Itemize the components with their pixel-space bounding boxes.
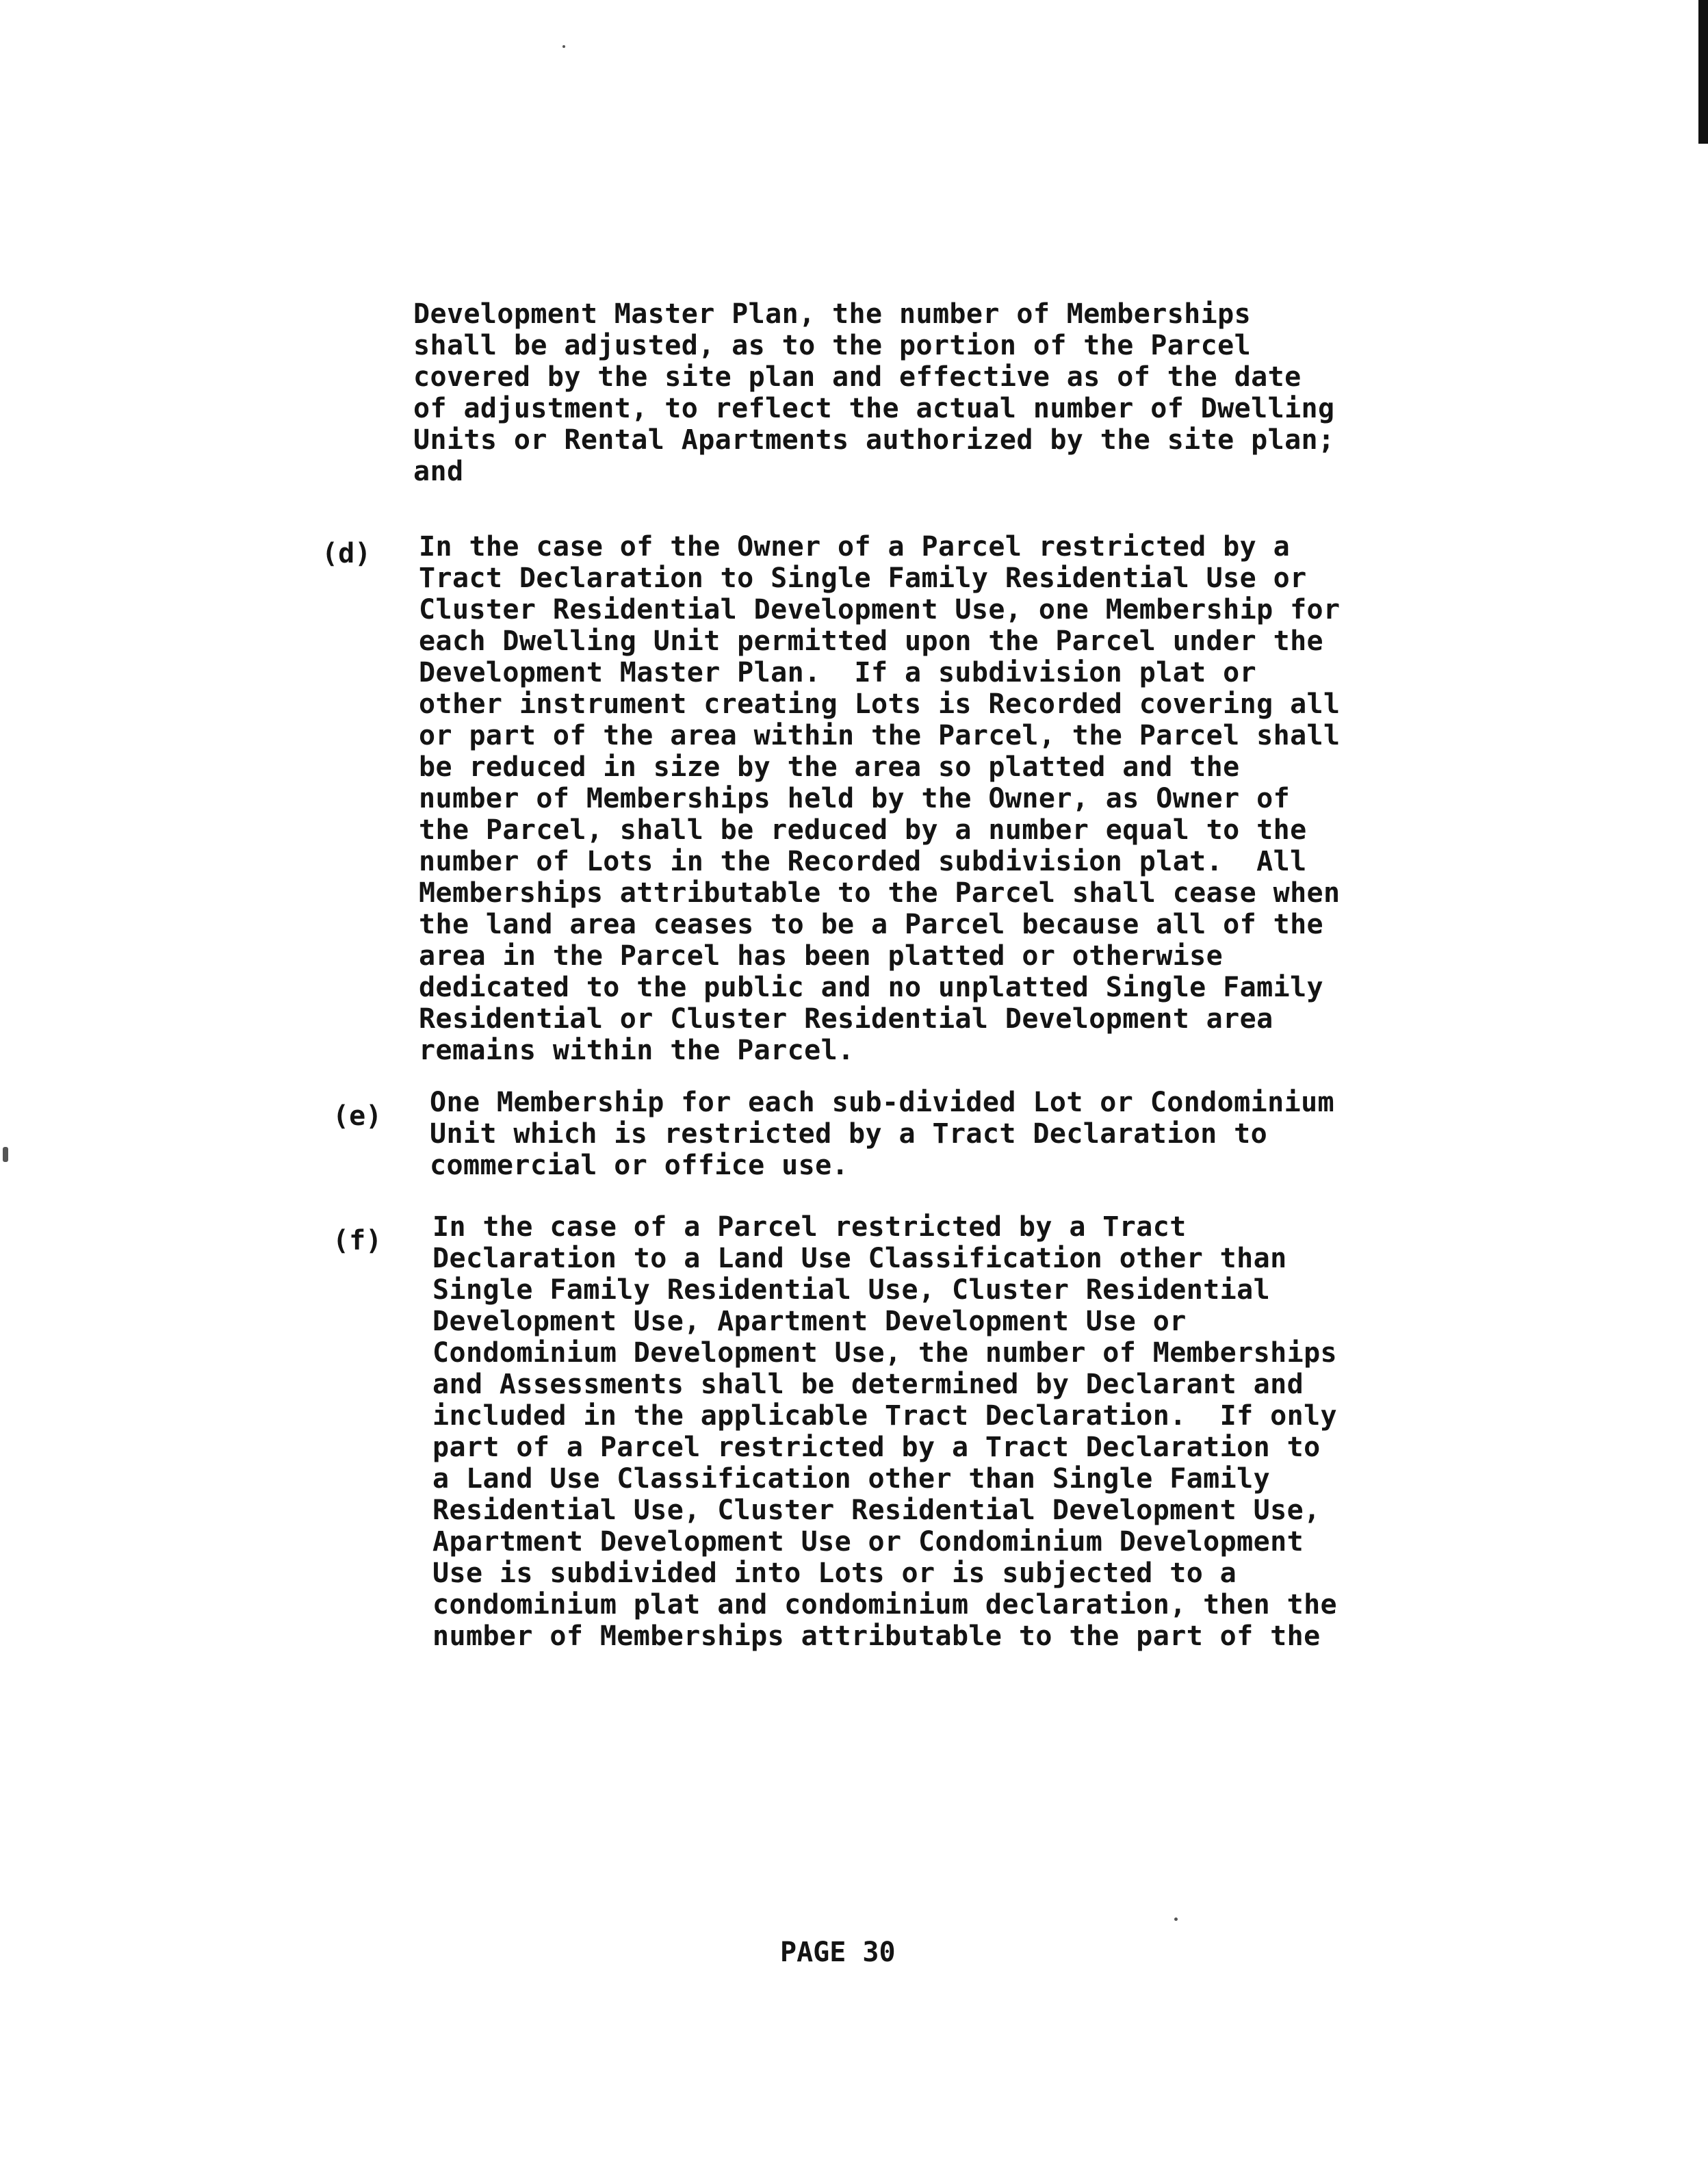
text-line: and Assessments shall be determined by Declarant and <box>432 1369 1304 1400</box>
text-line: Residential Use, Cluster Residential Development Use, <box>432 1495 1321 1526</box>
scan-edge-mark <box>1698 0 1708 144</box>
text-line: Memberships attributable to the Parcel shall cease when <box>419 877 1341 909</box>
text-line: Units or Rental Apartments authorized by the site plan; <box>413 424 1335 456</box>
text-line: dedicated to the public and no unplatted Single Family <box>419 972 1324 1003</box>
text-line: Declaration to a Land Use Classification other than <box>432 1243 1287 1274</box>
text-line: In the case of the Owner of a Parcel restricted by a <box>419 531 1291 563</box>
scan-speck <box>562 45 565 48</box>
text-line: One Membership for each sub-divided Lot or Condominium <box>430 1087 1335 1118</box>
text-line: Cluster Residential Development Use, one Membership for <box>419 594 1341 625</box>
text-line: Condominium Development Use, the number of Memberships <box>432 1337 1338 1369</box>
text-line: each Dwelling Unit permitted upon the Parcel under the <box>419 625 1324 657</box>
text-line: a Land Use Classification other than Single Family <box>432 1463 1271 1495</box>
paragraph-label: (d) <box>322 538 372 569</box>
text-line: Use is subdivided into Lots or is subjected to a <box>432 1558 1237 1589</box>
text-line: the land area ceases to be a Parcel because all of the <box>419 909 1324 940</box>
text-line: number of Lots in the Recorded subdivision plat. All <box>419 846 1307 877</box>
text-line: other instrument creating Lots is Recorded covering all <box>419 688 1341 720</box>
text-line: condominium plat and condominium declaration, then the <box>432 1589 1338 1620</box>
continuation-paragraph <box>413 298 1522 487</box>
text-line: commercial or office use. <box>430 1150 849 1181</box>
text-line: Development Master Plan, the number of Memberships <box>413 298 1252 330</box>
text-line: and <box>413 456 464 487</box>
paragraph-body <box>419 531 1341 1066</box>
text-line: part of a Parcel restricted by a Tract Declaration to <box>432 1432 1321 1463</box>
text-line: Development Master Plan. If a subdivision plat or <box>419 657 1257 688</box>
text-line: shall be adjusted, as to the portion of the Parcel <box>413 330 1252 361</box>
text-line: or part of the area within the Parcel, the Parcel shall <box>419 720 1341 751</box>
paragraph-label: (e) <box>333 1100 383 1132</box>
text-line: number of Memberships held by the Owner, as Owner of <box>419 783 1291 814</box>
text-line: of adjustment, to reflect the actual number of Dwelling <box>413 393 1335 424</box>
text-line: be reduced in size by the area so platted and the <box>419 751 1240 783</box>
text-line: Apartment Development Use or Condominium Development <box>432 1526 1304 1558</box>
text-line: Single Family Residential Use, Cluster Residential <box>432 1274 1271 1306</box>
text-line: Development Use, Apartment Development Use or <box>432 1306 1187 1337</box>
page-number: PAGE 30 <box>780 1937 896 1968</box>
text-line: the Parcel, shall be reduced by a number equal to the <box>419 814 1307 846</box>
text-line: In the case of a Parcel restricted by a Tract <box>432 1211 1187 1243</box>
text-line: Tract Declaration to Single Family Residential Use or <box>419 563 1307 594</box>
text-line: remains within the Parcel. <box>419 1035 855 1066</box>
text-line: area in the Parcel has been platted or otherwise <box>419 940 1224 972</box>
text-line: covered by the site plan and effective as of the date <box>413 361 1302 393</box>
text-line: included in the applicable Tract Declaration. If only <box>432 1400 1338 1432</box>
text-line: number of Memberships attributable to the part of the <box>432 1620 1321 1652</box>
paragraph-body <box>430 1087 1334 1181</box>
text-line: Residential or Cluster Residential Development area <box>419 1003 1273 1035</box>
text-line: Unit which is restricted by a Tract Declaration to <box>430 1118 1268 1150</box>
paragraph-body <box>432 1211 1337 1652</box>
scan-speck <box>3 1147 8 1162</box>
paragraph-label: (f) <box>333 1225 383 1256</box>
scan-speck <box>1174 1917 1178 1921</box>
